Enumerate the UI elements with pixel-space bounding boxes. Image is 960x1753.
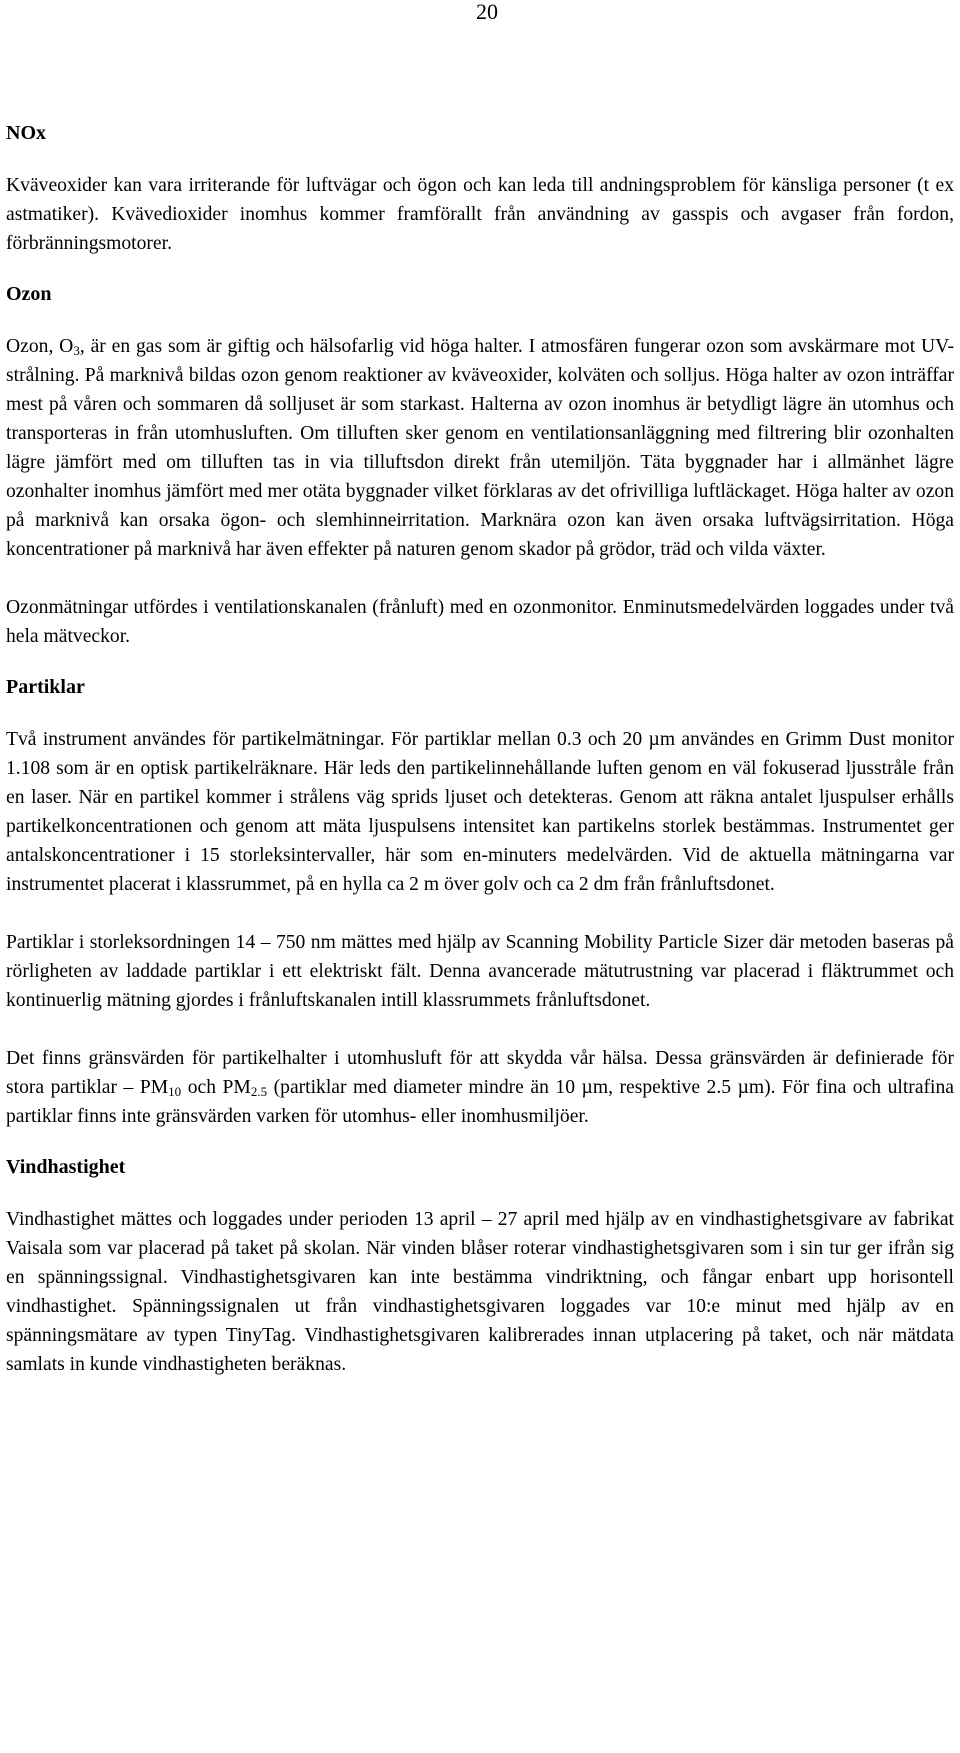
partiklar-text-a: Det finns gränsvärden för partikelhalter i utomhusluft för att skydda vår hälsa. Dessa gränsvärden är definierade för stora partiklar – PM [6,1048,954,1098]
partiklar-text-b: och PM [181,1077,251,1098]
heading-ozon: Ozon [6,283,52,305]
pm25-subscript: 2.5 [250,1084,268,1099]
heading-partiklar: Partiklar [6,676,85,698]
paragraph-vind-1: Vindhastighet mättes och loggades under perioden 13 april – 27 april med hjälp av en vindhastighetsgivare av fabrikat Vaisala som var placerad på taket på skolan. När vinden blåser roterar vindhastighetsgivaren som i sin tur ger ifrån sig en spänningssignal. Vindhastighetsgivaren kan inte bestämma vindriktning, och fångar enbart upp horisontell vindhastighet. Spänningssignalen ut från vindhastighetsgivaren loggades var 10:e minut med hjälp av en spänningsmätare av typen TinyTag. Vindhastighetsgivaren kalibrerades innan utplacering på taket, och när mätdata samlats in kunde vindhastigheten beräknas. [6,1209,954,1375]
paragraph-nox-1: Kväveoxider kan vara irriterande för luftvägar och ögon och kan leda till andningsproblem för känsliga personer (t ex astmatiker). Kvävedioxider inomhus kommer framförallt från användning av gasspis och avgaser från fordon, förbränningsmotorer. [6,175,954,254]
paragraph-partiklar-3 [6,1044,954,1131]
ozon-lead-text: Ozon, O [6,336,74,357]
paragraph-partiklar-2: Partiklar i storleksordningen 14 – 750 nm mättes med hjälp av Scanning Mobility Particle Sizer där metoden baseras på rörligheten av laddade partiklar i ett elektriskt fält. Denna avancerade mätutrustning var placerad i fläktrummet och kontinuerlig mätning gjordes i frånluftskanalen intill klassrummets frånluftsdonet. [6,932,954,1011]
heading-vindhastighet: Vindhastighet [6,1156,126,1178]
paragraph-partiklar-1: Två instrument användes för partikelmätningar. För partiklar mellan 0.3 och 20 µm användes en Grimm Dust monitor 1.108 som är en optisk partikelräknare. Här leds den partikelinnehållande luften genom en väl fokuserad ljusstråle från en laser. När en partikel kommer i strålens väg sprids ljuset och detekteras. Genom att räkna antalet ljuspulser erhålls partikelkoncentrationen och genom att mäta ljuspulsens intensitet kan partikelns storlek bestämmas. Instrumentet ger antalskoncentrationer i 15 storleksintervaller, här som en-minuters medelvärden. Vid de aktuella mätningarna var instrumentet placerat i klassrummet, på en hylla ca 2 m över golv och ca 2 dm från frånluftsdonet. [6,729,954,895]
ozon-subscript: 3 [73,343,80,358]
partiklar-text-c: (partiklar med diameter mindre än 10 µm, respektive 2.5 µm). För fina och ultrafina partiklar finns inte gränsvärden varken för utomhus- eller inomhusmiljöer. [6,1077,954,1127]
ozon-rest-text: , är en gas som är giftig och hälsofarlig vid höga halter. I atmosfären fungerar ozon som avskärmare mot UV-strålning. På marknivå bildas ozon genom reaktioner av kväveoxider, kolväten och solljus. Höga halter av ozon inträffar mest på våren och sommaren då solljuset är som starkast. Halterna av ozon inomhus är betydligt lägre än utomhus och transporteras in från utomhusluften. Om tilluften sker genom en ventilationsanläggning med filtrering blir ozonhalten lägre jämfört med om tilluften tas in via tilluftsdon direkt från utemiljön. Täta byggnader har i allmänhet lägre ozonhalter inomhus jämfört med mer otäta byggnader vilket förklaras av det ofrivilliga luftläckaget. Höga halter av ozon på marknivå kan orsaka ögon- och slemhinneirritation. Marknära ozon kan även orsaka luftvägsirritation. Höga koncentrationer på marknivå har även effekter på naturen genom skador på grödor, träd och vilda växter. [6,336,955,560]
page-number: 20 [476,0,498,24]
heading-nox: NOx [6,122,46,144]
paragraph-ozon-2: Ozonmätningar utfördes i ventilationskanalen (frånluft) med en ozonmonitor. Enminutsmedelvärden loggades under två hela mätveckor. [6,597,954,647]
paragraph-ozon-1 [6,332,954,564]
pm10-subscript: 10 [168,1084,182,1099]
